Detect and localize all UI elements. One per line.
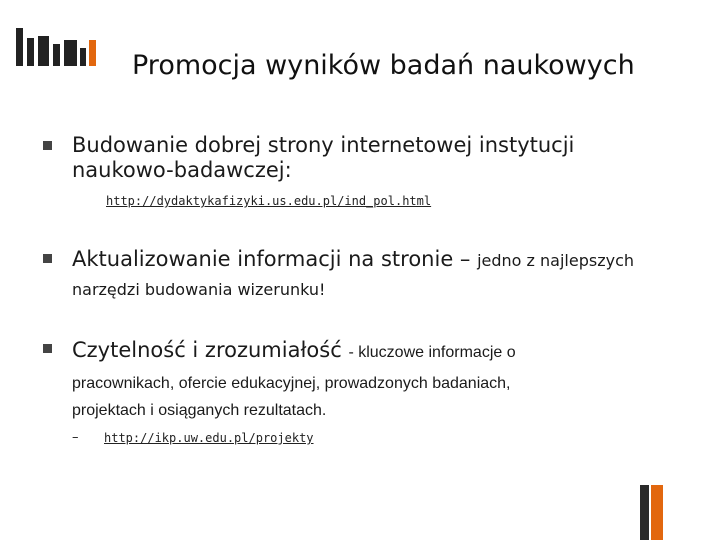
logo-bar bbox=[27, 38, 34, 66]
logo-bar bbox=[16, 28, 23, 66]
bullet-square-icon bbox=[43, 254, 52, 263]
bullet-2-line-1 bbox=[72, 247, 682, 273]
bullet-3-line-1 bbox=[72, 338, 682, 366]
bullet-1-text bbox=[72, 133, 682, 183]
bullet-3-main: Czytelność i zrozumiałość bbox=[72, 338, 349, 362]
bullet-square-icon bbox=[43, 344, 52, 353]
bullet-3-line-3: projektach i osiąganych rezultatach. bbox=[72, 402, 327, 419]
bullet-3-sub-link[interactable]: http://ikp.uw.edu.pl/projekty bbox=[104, 431, 314, 445]
logo-bar-accent bbox=[89, 40, 96, 66]
bullet-1-line-2: naukowo-badawczej: bbox=[72, 158, 292, 182]
slide-title: Promocja wyników badań naukowych bbox=[132, 50, 635, 81]
bullet-2-text bbox=[72, 247, 682, 302]
corner-bar-accent bbox=[651, 485, 663, 540]
bullet-1-link[interactable]: http://dydaktykafizyki.us.edu.pl/ind_pol.html bbox=[106, 194, 432, 208]
sub-bullet-dash: – bbox=[72, 430, 79, 445]
logo-bar bbox=[38, 36, 49, 66]
bullet-square-icon bbox=[43, 141, 52, 150]
logo-bar bbox=[80, 48, 86, 66]
bullet-3-tail: - kluczowe informacje o bbox=[348, 344, 516, 361]
bullet-3-text bbox=[72, 338, 682, 424]
bullet-2-line-2: narzędzi budowania wizerunku! bbox=[72, 280, 326, 299]
logo-bar bbox=[53, 44, 60, 66]
corner-bar-dark bbox=[640, 485, 649, 540]
logo-bar bbox=[64, 40, 77, 66]
bullet-2-tail: jedno z najlepszych bbox=[477, 251, 635, 270]
bullet-1-line-1: Budowanie dobrej strony internetowej instytucji bbox=[72, 133, 575, 157]
bullet-3-line-2: pracownikach, ofercie edukacyjnej, prowadzonych badaniach, bbox=[72, 375, 511, 392]
corner-accent-bars bbox=[640, 485, 664, 540]
ikp-logo-icon bbox=[16, 20, 98, 66]
bullet-2-main: Aktualizowanie informacji na stronie – bbox=[72, 247, 478, 271]
